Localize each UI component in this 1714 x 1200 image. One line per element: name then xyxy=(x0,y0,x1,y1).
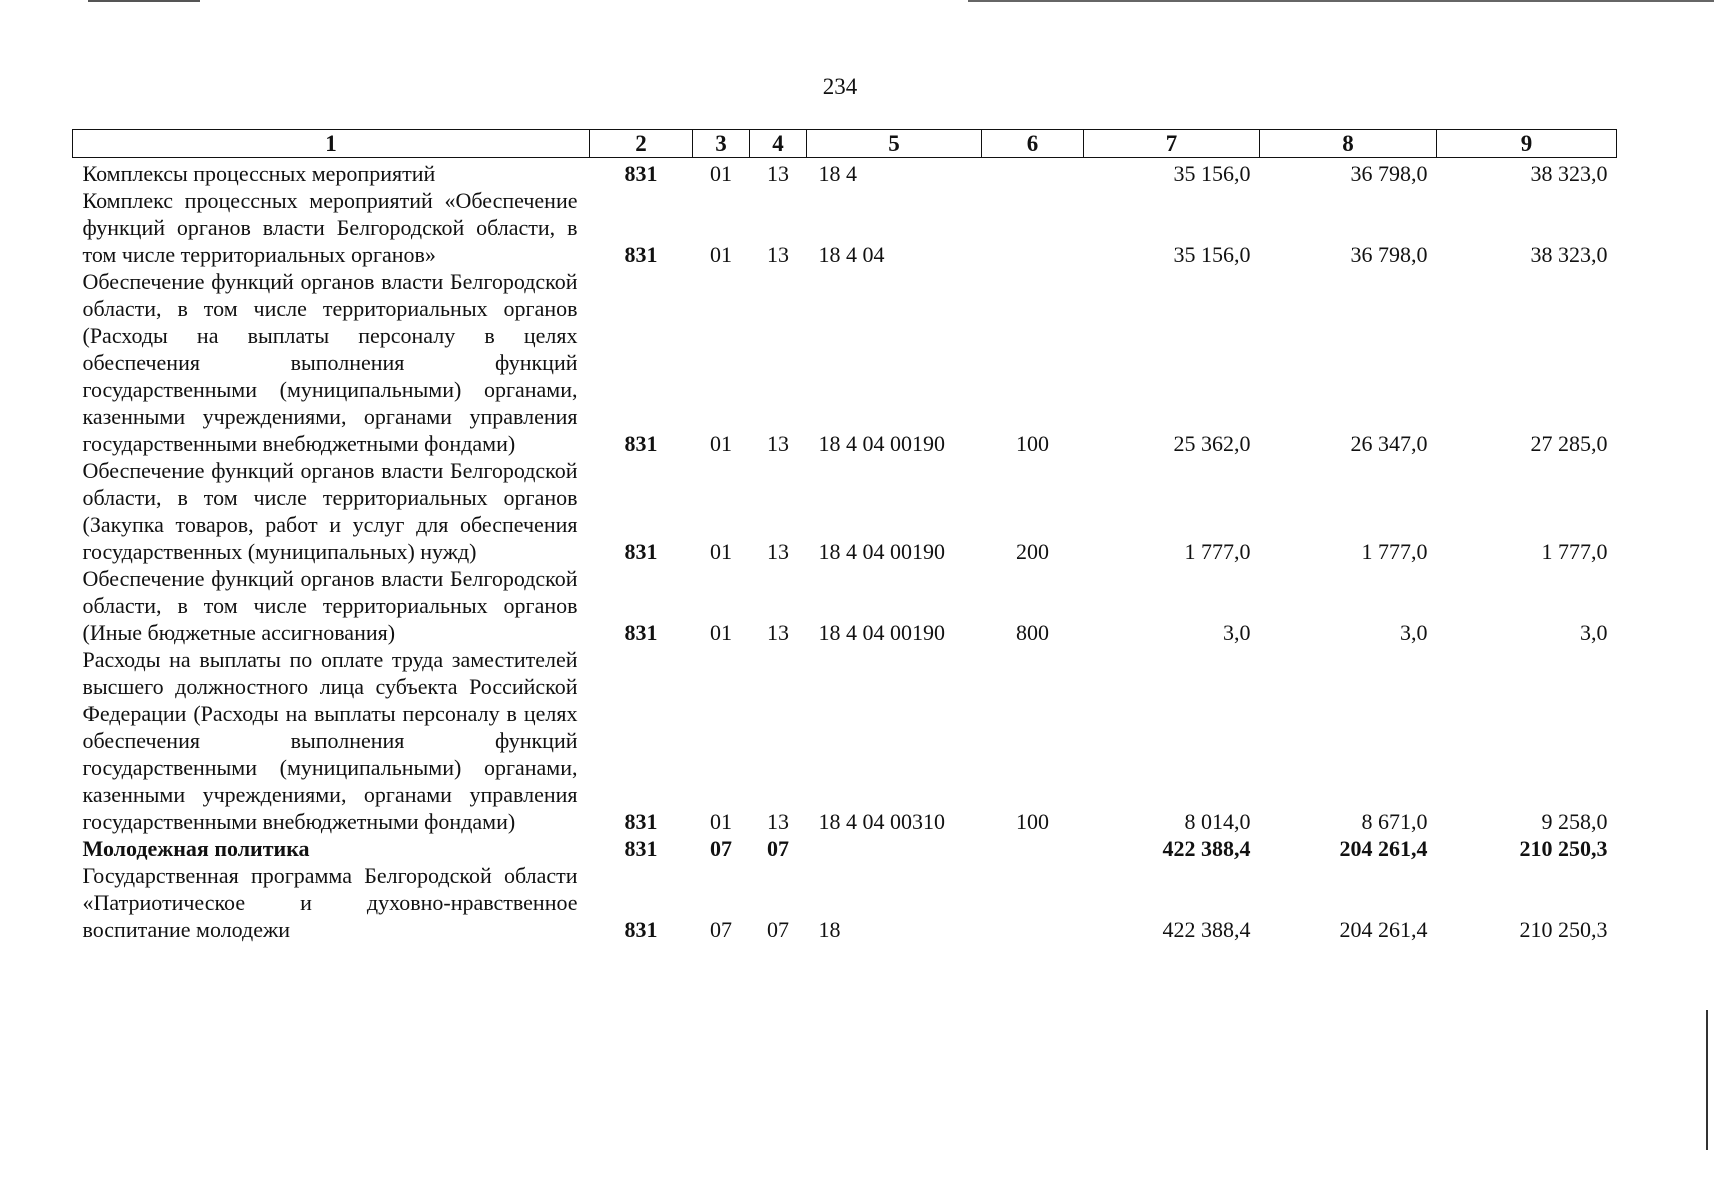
table-row xyxy=(73,862,1617,943)
cell-amount-col9: 1 777,0 xyxy=(1541,539,1608,564)
cell-section: 01 xyxy=(710,539,732,564)
column-header: 5 xyxy=(807,130,982,158)
cell-target-article: 18 4 04 00190 xyxy=(818,620,945,645)
column-header: 6 xyxy=(982,130,1084,158)
cell-section: 07 xyxy=(710,836,732,861)
cell-ministry-code: 831 xyxy=(624,836,658,861)
cell-ministry-code: 831 xyxy=(624,917,658,942)
cell-expense-type: 100 xyxy=(1016,431,1049,456)
scan-edge-line xyxy=(88,0,200,2)
column-header: 4 xyxy=(750,130,807,158)
cell-subsection: 13 xyxy=(767,431,789,456)
column-header: 2 xyxy=(590,130,693,158)
row-description: Обеспечение функций органов власти Белгородской области, в том числе территориальных органов (Иные бюджетные ассигнования) xyxy=(82,566,578,645)
scan-edge-line xyxy=(968,0,1714,2)
cell-amount-col8: 8 671,0 xyxy=(1361,809,1428,834)
row-description: Молодежная политика xyxy=(82,836,310,861)
table-row xyxy=(73,565,1617,646)
cell-amount-col9: 3,0 xyxy=(1580,620,1608,645)
cell-expense-type xyxy=(982,158,1084,188)
cell-section: 07 xyxy=(710,917,732,942)
table-row xyxy=(73,187,1617,268)
cell-amount-col7: 35 156,0 xyxy=(1173,161,1251,186)
cell-target-article xyxy=(807,835,982,862)
row-description: Обеспечение функций органов власти Белгородской области, в том числе территориальных органов (Закупка товаров, работ и услуг для обеспечения государственных (муниципальных) нужд) xyxy=(82,458,578,564)
column-header: 8 xyxy=(1260,130,1437,158)
row-description: Комплексы процессных мероприятий xyxy=(82,161,436,186)
cell-section: 01 xyxy=(710,161,732,186)
row-description: Комплекс процессных мероприятий «Обеспечение функций органов власти Белгородской области, в том числе территориальных органов» xyxy=(82,188,578,267)
table-row-section xyxy=(73,835,1617,862)
table-row xyxy=(73,158,1617,188)
budget-table xyxy=(72,129,1617,943)
cell-target-article: 18 4 04 00190 xyxy=(818,539,945,564)
cell-amount-col9: 210 250,3 xyxy=(1519,836,1608,861)
row-description: Государственная программа Белгородской области «Патриотическое и духовно-нравственное воспитание молодежи xyxy=(82,863,578,942)
cell-amount-col9: 38 323,0 xyxy=(1530,161,1608,186)
cell-target-article: 18 4 04 00190 xyxy=(818,431,945,456)
cell-subsection: 13 xyxy=(767,161,789,186)
cell-amount-col7: 422 388,4 xyxy=(1162,836,1251,861)
cell-subsection: 07 xyxy=(767,917,789,942)
row-description: Расходы на выплаты по оплате труда заместителей высшего должностного лица субъекта Российской Федерации (Расходы на выплаты персоналу в целях обеспечения выполнения функций государственными (муниципальными) органами, казенными учреждениями, органами управления государственными внебюджетными фондами) xyxy=(82,647,578,834)
cell-amount-col8: 36 798,0 xyxy=(1350,242,1428,267)
cell-amount-col9: 9 258,0 xyxy=(1541,809,1608,834)
cell-amount-col9: 27 285,0 xyxy=(1530,431,1608,456)
cell-amount-col8: 3,0 xyxy=(1400,620,1428,645)
cell-amount-col8: 204 261,4 xyxy=(1339,836,1428,861)
column-header: 7 xyxy=(1084,130,1260,158)
cell-amount-col7: 35 156,0 xyxy=(1173,242,1251,267)
cell-amount-col9: 38 323,0 xyxy=(1530,242,1608,267)
cell-section: 01 xyxy=(710,431,732,456)
table-row xyxy=(73,646,1617,835)
cell-amount-col7: 422 388,4 xyxy=(1162,917,1251,942)
cell-ministry-code: 831 xyxy=(624,539,658,564)
table-row xyxy=(73,268,1617,457)
cell-expense-type xyxy=(982,187,1084,268)
column-header: 3 xyxy=(693,130,750,158)
cell-amount-col7: 25 362,0 xyxy=(1173,431,1251,456)
header-row xyxy=(73,130,1617,158)
cell-ministry-code: 831 xyxy=(624,809,658,834)
cell-subsection: 13 xyxy=(767,242,789,267)
page-number: 234 xyxy=(822,74,858,99)
cell-subsection: 13 xyxy=(767,620,789,645)
cell-subsection: 07 xyxy=(767,836,789,861)
cell-target-article: 18 4 xyxy=(818,161,857,186)
cell-amount-col8: 1 777,0 xyxy=(1361,539,1428,564)
table-row xyxy=(73,457,1617,565)
cell-ministry-code: 831 xyxy=(624,242,658,267)
column-header: 1 xyxy=(73,130,590,158)
cell-amount-col8: 26 347,0 xyxy=(1350,431,1428,456)
cell-section: 01 xyxy=(710,620,732,645)
cell-ministry-code: 831 xyxy=(624,161,658,186)
cell-amount-col8: 36 798,0 xyxy=(1350,161,1428,186)
cell-section: 01 xyxy=(710,242,732,267)
cell-subsection: 13 xyxy=(767,809,789,834)
cell-ministry-code: 831 xyxy=(624,431,658,456)
cell-target-article: 18 4 04 xyxy=(818,242,885,267)
cell-amount-col7: 1 777,0 xyxy=(1184,539,1251,564)
cell-amount-col9: 210 250,3 xyxy=(1519,917,1608,942)
cell-target-article: 18 4 04 00310 xyxy=(818,809,945,834)
cell-amount-col7: 8 014,0 xyxy=(1184,809,1251,834)
column-header: 9 xyxy=(1437,130,1617,158)
row-description: Обеспечение функций органов власти Белгородской области, в том числе территориальных органов (Расходы на выплаты персоналу в целях обеспечения выполнения функций государственными (муниципальными) органами, казенными учреждениями, органами управления государственными внебюджетными фондами) xyxy=(82,269,578,456)
cell-subsection: 13 xyxy=(767,539,789,564)
cell-amount-col8: 204 261,4 xyxy=(1339,917,1428,942)
cell-ministry-code: 831 xyxy=(624,620,658,645)
cell-expense-type: 200 xyxy=(1016,539,1049,564)
cell-expense-type: 100 xyxy=(1016,809,1049,834)
cell-section: 01 xyxy=(710,809,732,834)
cell-expense-type xyxy=(982,835,1084,862)
cell-expense-type xyxy=(982,862,1084,943)
cell-expense-type: 800 xyxy=(1016,620,1049,645)
cell-amount-col7: 3,0 xyxy=(1223,620,1251,645)
scan-edge-line xyxy=(1706,1010,1708,1150)
cell-target-article: 18 xyxy=(818,917,841,942)
